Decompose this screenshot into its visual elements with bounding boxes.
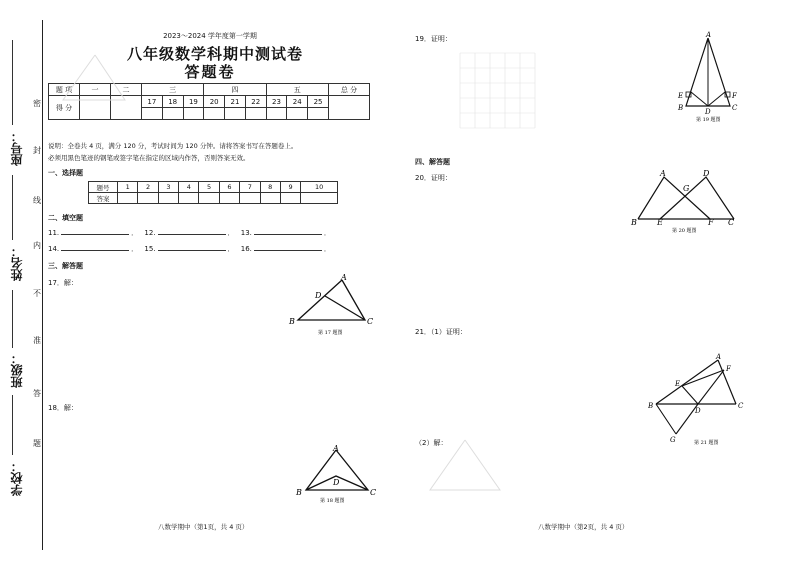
fill-q16-blank[interactable] bbox=[254, 244, 322, 251]
score-num: 20 bbox=[204, 96, 225, 108]
fig21-segment-ed bbox=[682, 386, 698, 404]
answer-cell[interactable] bbox=[240, 193, 260, 204]
fill-q13-blank[interactable] bbox=[254, 228, 322, 235]
answer-num: 4 bbox=[179, 182, 199, 193]
section-3-title: 三、解答题 bbox=[48, 262, 83, 270]
fig19-label-b: B bbox=[678, 104, 684, 112]
question-18-label: 18．解： bbox=[48, 404, 78, 412]
score-col-4: 四 bbox=[204, 84, 266, 96]
fig18-label-d: D bbox=[333, 478, 340, 487]
answer-num: 8 bbox=[260, 182, 280, 193]
answer-table-head-label: 题号 bbox=[89, 182, 118, 193]
school-field[interactable] bbox=[12, 395, 13, 455]
score-col-1: 一 bbox=[80, 84, 111, 96]
section-4-title: 四、解答题 bbox=[415, 158, 450, 166]
seat-label: 座号： bbox=[10, 130, 24, 166]
score-row-label: 得 分 bbox=[49, 96, 80, 120]
seal-char-6: 准 bbox=[33, 336, 41, 345]
fig20-label-a: A bbox=[660, 169, 666, 178]
fig20-label-g: G bbox=[683, 184, 690, 193]
fill-q15-label: 15. bbox=[144, 245, 156, 253]
score-cell[interactable] bbox=[225, 108, 246, 120]
bleed-through-grid bbox=[455, 48, 540, 133]
fig19-label-f: F bbox=[732, 92, 737, 100]
fig17-label-d: D bbox=[315, 291, 322, 300]
question-21-part2-label: （2）解： bbox=[415, 439, 448, 447]
score-num: 24 bbox=[287, 96, 308, 108]
fig20-label-f: F bbox=[708, 218, 714, 227]
figure-18 bbox=[292, 440, 382, 505]
score-num: 17 bbox=[142, 96, 163, 108]
fill-q14-label: 14. bbox=[48, 245, 60, 253]
footer-left: 八数学期中（第1页，共 4 页） bbox=[158, 523, 249, 531]
seal-char-5: 不 bbox=[33, 289, 41, 298]
answer-num: 10 bbox=[301, 182, 338, 193]
class-field[interactable] bbox=[12, 290, 13, 348]
page-subtitle: 答题卷 bbox=[184, 63, 236, 81]
fig20-label-c: C bbox=[728, 218, 735, 227]
instructions-line-1: 说明：全卷共 4 页，满分 120 分，考试时间为 120 分钟。请将答案书写在答题卷上。 bbox=[48, 142, 298, 150]
fill-q13-label: 13. bbox=[240, 229, 252, 237]
footer-right: 八数学期中（第2页，共 4 页） bbox=[538, 523, 629, 531]
fill-q11-blank[interactable] bbox=[61, 228, 129, 235]
fig20-label-b: B bbox=[631, 218, 637, 227]
seal-char-2: 封 bbox=[33, 146, 41, 155]
fill-row-2: 14. ． 15. ． 16. ． bbox=[48, 245, 331, 253]
score-num: 25 bbox=[308, 96, 329, 108]
score-cell[interactable] bbox=[183, 108, 204, 120]
fig20-caption: 第 20 题图 bbox=[672, 228, 697, 234]
fig21-label-c: C bbox=[738, 402, 744, 410]
instructions-line-2: 必须用黑色笔迹的钢笔或签字笔在指定的区域内作答，否则答案无效。 bbox=[48, 154, 250, 162]
fig21-label-f: F bbox=[726, 365, 731, 373]
score-num: 18 bbox=[162, 96, 183, 108]
answer-num: 3 bbox=[158, 182, 178, 193]
answer-cell[interactable] bbox=[138, 193, 158, 204]
fig21-label-a: A bbox=[716, 353, 722, 361]
score-col-total: 总 分 bbox=[329, 84, 370, 96]
answer-table bbox=[88, 181, 338, 204]
score-cell[interactable] bbox=[287, 108, 308, 120]
answer-cell[interactable] bbox=[118, 193, 138, 204]
bleed-through-ghost-2 bbox=[420, 435, 510, 500]
score-col-5: 五 bbox=[266, 84, 328, 96]
fig20-label-d: D bbox=[703, 169, 710, 178]
fig19-df bbox=[708, 92, 725, 106]
answer-num: 9 bbox=[280, 182, 300, 193]
fig21-side-ba bbox=[656, 360, 718, 404]
score-num: 19 bbox=[183, 96, 204, 108]
fill-q12-blank[interactable] bbox=[158, 228, 226, 235]
fig19-caption: 第 19 题图 bbox=[696, 117, 721, 123]
fig18-label-a: A bbox=[333, 444, 339, 453]
fig17-label-a: A bbox=[341, 273, 347, 282]
fill-row-1: 11. ． 12. ． 13. ． bbox=[48, 229, 331, 237]
score-num: 23 bbox=[266, 96, 287, 108]
answer-cell[interactable] bbox=[158, 193, 178, 204]
seal-char-1: 密 bbox=[33, 99, 41, 108]
fill-q14-blank[interactable] bbox=[61, 244, 129, 251]
figure-17 bbox=[285, 272, 380, 342]
answer-cell[interactable] bbox=[179, 193, 199, 204]
fig21-label-e: E bbox=[675, 380, 681, 388]
fig19-de bbox=[691, 92, 708, 106]
answer-num: 5 bbox=[199, 182, 219, 193]
fig21-label-g: G bbox=[670, 436, 676, 444]
fig21-segment-bg bbox=[656, 404, 676, 434]
score-col-3: 三 bbox=[142, 84, 204, 96]
seal-char-3: 线 bbox=[33, 196, 41, 205]
seat-field[interactable] bbox=[12, 40, 13, 125]
fig17-segment-cd bbox=[325, 296, 365, 320]
fig19-label-e: E bbox=[678, 92, 684, 100]
fig19-label-d: D bbox=[705, 108, 711, 116]
answer-row-label: 答案 bbox=[89, 193, 118, 204]
question-17-label: 17．解： bbox=[48, 279, 78, 287]
name-label: 姓名： bbox=[10, 245, 24, 281]
fig19-label-a: A bbox=[706, 31, 712, 39]
figure-20 bbox=[630, 165, 740, 235]
figure-21 bbox=[648, 350, 748, 450]
score-cell[interactable] bbox=[308, 108, 329, 120]
school-label: 学校： bbox=[10, 460, 24, 496]
score-cell[interactable] bbox=[142, 108, 163, 120]
question-21-part1-label: 21．（1）证明： bbox=[415, 328, 467, 336]
binding-line bbox=[42, 20, 43, 550]
bleed-through-ghost bbox=[55, 50, 135, 110]
fig17-label-c: C bbox=[367, 317, 374, 326]
answer-num: 7 bbox=[240, 182, 260, 193]
fill-q16-label: 16. bbox=[240, 245, 252, 253]
answer-num: 6 bbox=[219, 182, 239, 193]
seal-char-4: 内 bbox=[33, 241, 41, 250]
score-cell[interactable] bbox=[266, 108, 287, 120]
class-label: 班级： bbox=[10, 352, 24, 388]
term-label: 2023～2024 学年度第一学期 bbox=[163, 32, 257, 40]
score-table-head-label: 题 项 bbox=[49, 84, 80, 96]
fig21-caption: 第 21 题图 bbox=[694, 440, 719, 446]
answer-num: 2 bbox=[138, 182, 158, 193]
fig21-label-d: D bbox=[695, 407, 701, 415]
answer-cell[interactable] bbox=[280, 193, 300, 204]
score-col-2: 二 bbox=[111, 84, 142, 96]
section-1-title: 一、选择题 bbox=[48, 169, 83, 177]
score-cell[interactable] bbox=[245, 108, 266, 120]
page-title: 八年级数学科期中测试卷 bbox=[126, 45, 303, 63]
question-20-label: 20．证明： bbox=[415, 174, 452, 182]
seal-char-8: 题 bbox=[33, 439, 41, 448]
fill-q12-label: 12. bbox=[144, 229, 156, 237]
answer-cell[interactable] bbox=[219, 193, 239, 204]
fig18-caption: 第 18 题图 bbox=[320, 498, 345, 504]
score-num: 22 bbox=[245, 96, 266, 108]
score-cell[interactable] bbox=[162, 108, 183, 120]
figure-19 bbox=[672, 28, 752, 123]
fig18-label-b: B bbox=[296, 488, 302, 497]
fig18-label-c: C bbox=[370, 488, 377, 497]
question-19-label: 19．证明： bbox=[415, 35, 452, 43]
answer-num: 1 bbox=[118, 182, 138, 193]
answer-cell[interactable] bbox=[260, 193, 280, 204]
score-num: 21 bbox=[225, 96, 246, 108]
score-cell[interactable] bbox=[204, 108, 225, 120]
fig21-label-b: B bbox=[648, 402, 654, 410]
fill-q11-label: 11. bbox=[48, 229, 60, 237]
answer-cell[interactable] bbox=[199, 193, 219, 204]
fig20-label-e: E bbox=[657, 218, 663, 227]
answer-cell[interactable] bbox=[301, 193, 338, 204]
fill-q15-blank[interactable] bbox=[158, 244, 226, 251]
score-cell-total[interactable] bbox=[329, 96, 370, 120]
name-field[interactable] bbox=[12, 175, 13, 240]
section-2-title: 二、填空题 bbox=[48, 214, 83, 222]
fig17-label-b: B bbox=[289, 317, 295, 326]
fig17-caption: 第 17 题图 bbox=[318, 330, 343, 336]
seal-char-7: 答 bbox=[33, 389, 41, 398]
fig19-label-c: C bbox=[732, 104, 738, 112]
